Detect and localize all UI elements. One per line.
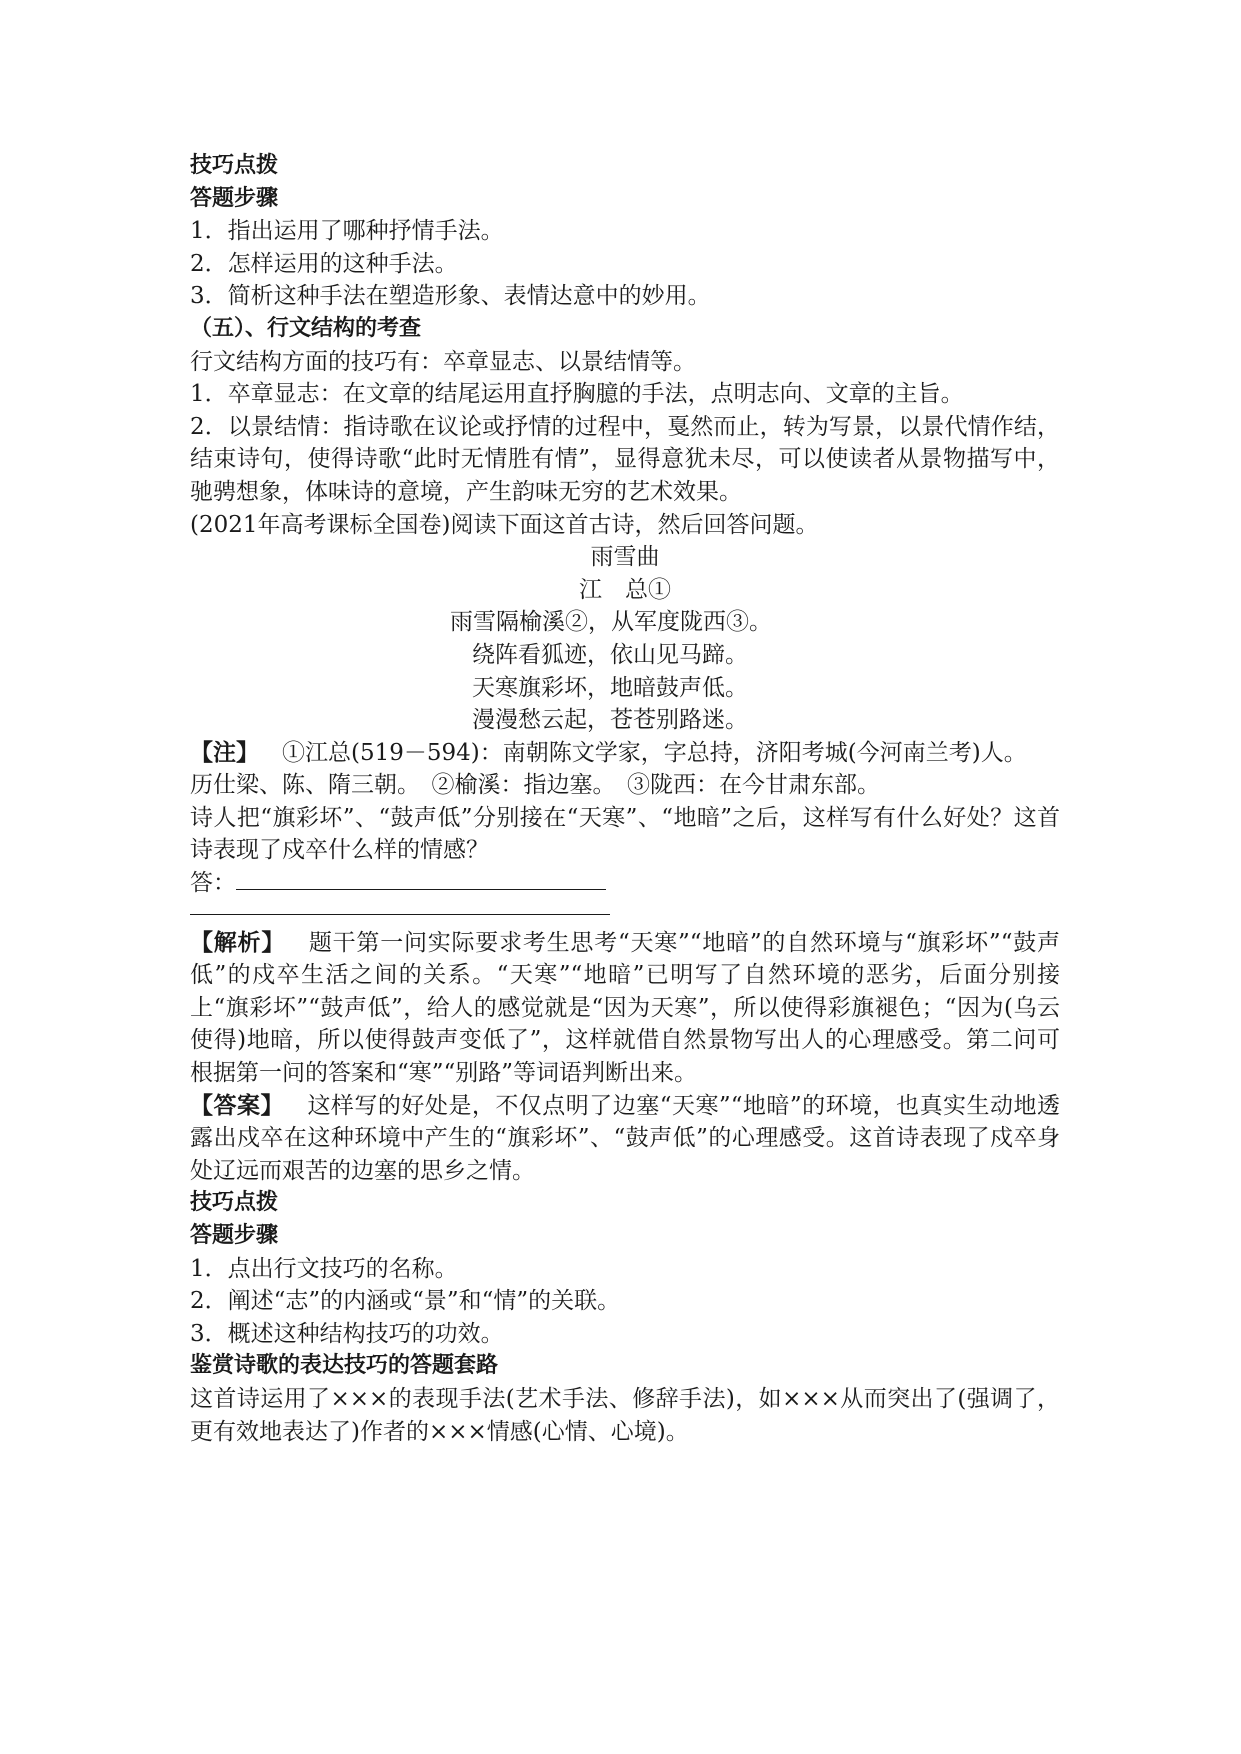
formula-text: 这首诗运用了×××的表现手法(艺术手法、修辞手法)，如×××从而突出了(强调了，更有效地表达了)作者的×××情感(心情、心境)。 [190, 1385, 1060, 1445]
answer-blank[interactable] [236, 869, 606, 890]
section-heading: （五）、行文结构的考查 [190, 315, 422, 341]
step-item: 3．简析这种手法在塑造形象、表情达意中的妙用。 [190, 283, 711, 310]
step-item: 1．指出运用了哪种抒情手法。 [190, 218, 504, 245]
poem-line: 雨雪隔榆溪②，从军度陇西③。 [450, 609, 772, 636]
poem-title: 雨雪曲 [590, 544, 660, 571]
answer-tag: 【答案】 [190, 1092, 284, 1119]
question-text: 诗人把“旗彩坏”、“鼓声低”分别接在“天寒”、“地暗”之后，这样写有什么好处？这首诗表现了戍卒什么样的情感？ [190, 804, 1060, 864]
step-item: 2．怎样运用的这种手法。 [190, 250, 458, 277]
answer-label: 答： [190, 870, 236, 897]
note-tag: 【注】 [190, 739, 259, 766]
answer-line [190, 867, 1060, 900]
poem-line: 天寒旗彩坏，地暗鼓声低。 [472, 674, 748, 701]
document-page [190, 150, 1060, 1448]
poem-line: 绕阵看狐迹，依山见马蹄。 [472, 641, 748, 668]
step-item: 2．阐述“志”的内涵或“景”和“情”的关联。 [190, 1288, 621, 1315]
exam-intro: (2021年高考课标全国卷)阅读下面这首古诗，然后回答问题。 [190, 511, 819, 538]
answer-blank[interactable] [190, 900, 610, 915]
note-line [190, 737, 1060, 770]
section-intro: 行文结构方面的技巧有：卒章显志、以景结情等。 [190, 348, 696, 375]
formula-title: 鉴赏诗歌的表达技巧的答题套路 [190, 1353, 499, 1379]
section-point: 2．以景结情：指诗歌在议论或抒情的过程中，戛然而止，转为写景，以景代情作结，结束诗句，使得诗歌“此时无情胜有情”，显得意犹未尽，可以使读者从景物描写中，驰骋想象，体味诗的意境，产生韵味无穷的艺术效果。 [190, 413, 1060, 505]
step-item: 1．点出行文技巧的名称。 [190, 1255, 458, 1282]
tips-title: 技巧点拨 [190, 153, 279, 178]
analysis-tag: 【解析】 [190, 929, 286, 956]
answer-text: 这样写的好处是，不仅点明了边塞“天寒”“地暗”的环境，也真实生动地透露出戍卒在这种环境中产生的“旗彩坏”、“鼓声低”的心理感受。这首诗表现了戍卒身处辽远而艰苦的边塞的思乡之情。 [190, 1092, 1060, 1184]
poem-line: 漫漫愁云起，苍苍别路迷。 [472, 707, 748, 734]
steps-title: 答题步骤 [190, 1223, 279, 1248]
poem-author: 江 总① [579, 576, 671, 603]
section-point: 1．卒章显志：在文章的结尾运用直抒胸臆的手法，点明志向、文章的主旨。 [190, 381, 964, 408]
note-line: 历仕梁、陈、隋三朝。 ②榆溪：指边塞。 ③陇西：在今甘肃东部。 [190, 772, 880, 799]
step-item: 3．概述这种结构技巧的功效。 [190, 1320, 504, 1347]
steps-title: 答题步骤 [190, 185, 279, 211]
analysis-block [190, 927, 1060, 1090]
note-text: ①江总(519－594)：南朝陈文学家，字总持，济阳考城(今河南兰考)人。 [282, 739, 1027, 766]
analysis-text: 题干第一问实际要求考生思考“天寒”“地暗”的自然环境与“旗彩坏”“鼓声低”的戍卒生活之间的关系。“天寒”“地暗”已明写了自然环境的恶劣，后面分别接上“旗彩坏”“鼓声低”，给人的感觉就是“因为天寒”，所以使得彩旗褪色；“因为(乌云使得)地暗，所以使得鼓声变低了”，这样就借自然景物写出人的心理感受。第二问可根据第一问的答案和“寒”“别路”等词语判断出来。 [190, 929, 1061, 1087]
answer-block [190, 1090, 1060, 1188]
tips-title: 技巧点拨 [190, 1190, 279, 1216]
